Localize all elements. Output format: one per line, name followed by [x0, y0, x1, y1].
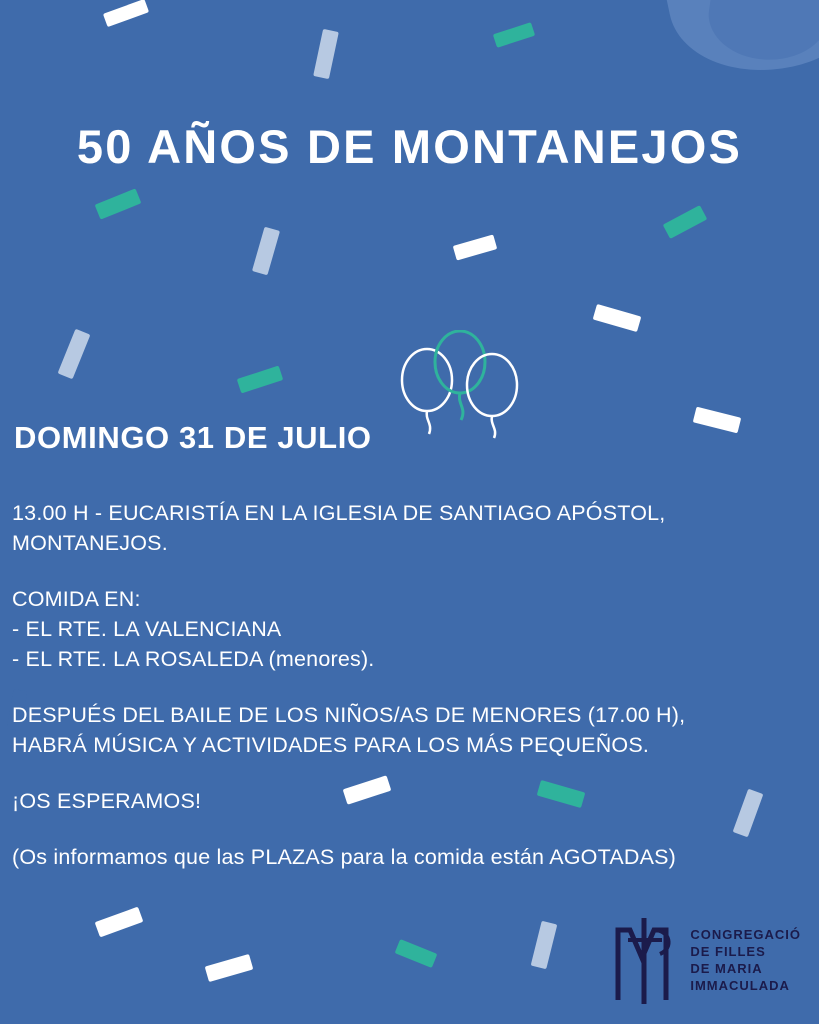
spacer	[12, 674, 812, 700]
page-title: 50 AÑOS DE MONTANEJOS	[76, 120, 743, 174]
poster-body	[12, 420, 812, 872]
confetti-piece	[663, 205, 708, 239]
confetti-piece	[237, 366, 283, 394]
event-date: DOMINGO 31 DE JULIO	[14, 420, 372, 455]
confetti-piece	[453, 235, 498, 261]
activity-line: HABRÁ MÚSICA Y ACTIVIDADES PARA LOS MÁS PEQUEÑOS.	[12, 733, 650, 757]
confetti-piece	[593, 304, 642, 332]
logo-line: DE FILLES	[690, 944, 766, 959]
confetti-piece	[313, 29, 339, 79]
confetti-piece	[95, 907, 144, 938]
spacer	[12, 558, 812, 584]
confetti-piece	[395, 939, 438, 968]
logo-line: DE MARIA	[690, 961, 763, 976]
marian-monogram-icon	[608, 914, 680, 1006]
notice-line: (Os informamos que las PLAZAS para la comida están AGOTADAS)	[12, 845, 677, 869]
logo-line: CONGREGACIÓ	[690, 927, 801, 942]
meal-heading: COMIDA EN:	[12, 587, 141, 611]
closing-line: ¡OS ESPERAMOS!	[12, 789, 202, 813]
confetti-piece	[531, 921, 558, 970]
meal-option: - EL RTE. LA VALENCIANA	[12, 617, 282, 641]
meal-option: - EL RTE. LA ROSALEDA (menores).	[12, 647, 375, 671]
activity-line: DESPUÉS DEL BAILE DE LOS NIÑOS/AS DE MENORES (17.00 H),	[12, 703, 686, 727]
confetti-piece	[103, 0, 149, 27]
confetti-piece	[252, 227, 280, 276]
organization-name	[690, 926, 801, 994]
confetti-piece	[58, 329, 91, 379]
spacer	[12, 760, 812, 786]
logo-line: IMMACULADA	[690, 978, 790, 993]
confetti-piece	[95, 188, 142, 219]
organization-logo	[608, 914, 801, 1006]
spacer	[12, 816, 812, 842]
confetti-piece	[493, 22, 535, 48]
schedule-line: 13.00 H - EUCARISTÍA EN LA IGLESIA DE SANTIAGO APÓSTOL, MONTANEJOS.	[12, 501, 666, 555]
confetti-piece	[205, 954, 254, 982]
